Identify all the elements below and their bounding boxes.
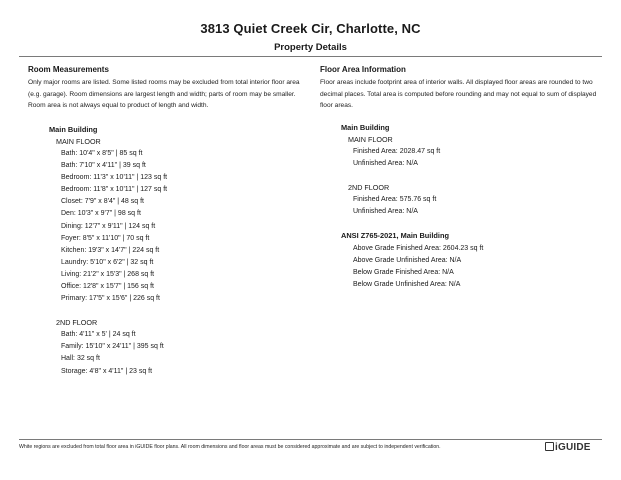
footer-divider <box>19 439 602 440</box>
ansi-item: Above Grade Finished Area: 2604.23 sq ft <box>353 244 484 252</box>
footer-disclaimer: White regions are excluded from total floor area in iGUIDE floor plans. All room dimensions and floor areas must be considered approximate and are subject to independent verification. <box>19 444 441 450</box>
area-main-floor-label: MAIN FLOOR <box>348 134 393 144</box>
second-floor-room-list <box>28 329 308 377</box>
iguide-logo-icon <box>545 442 554 451</box>
ansi-item: Below Grade Finished Area: N/A <box>353 268 454 276</box>
room-main-floor-label: MAIN FLOOR <box>56 136 101 146</box>
ansi-item: Above Grade Unfinished Area: N/A <box>353 256 462 264</box>
room-item: Den: 10'3" x 9'7" | 98 sq ft <box>61 210 141 218</box>
header-divider <box>19 56 602 57</box>
floor-area-section <box>320 64 610 291</box>
room-item: Storage: 4'8" x 4'11" | 23 sq ft <box>61 367 153 375</box>
area-second-floor-label: 2ND FLOOR <box>348 183 390 193</box>
room-item: Bedroom: 11'8" x 10'11" | 127 sq ft <box>61 186 168 194</box>
ansi-item: Below Grade Unfinished Area: N/A <box>353 280 461 288</box>
room-item: Office: 12'8" x 15'7" | 156 sq ft <box>61 283 154 290</box>
room-item: Bedroom: 11'3" x 10'11" | 123 sq ft <box>61 174 168 182</box>
room-item: Bath: 10'4" x 8'5" | 85 sq ft <box>61 149 143 157</box>
room-item: Bath: 7'10" x 4'11" | 39 sq ft <box>61 162 146 170</box>
iguide-logo-text: iGUIDE <box>555 442 591 453</box>
page-title: 3813 Quiet Creek Cir, Charlotte, NC <box>200 21 421 36</box>
room-item: Family: 15'10" x 24'11" | 395 sq ft <box>61 343 164 351</box>
room-item: Living: 21'2" x 15'3" | 268 sq ft <box>61 270 155 278</box>
page-subtitle: Property Details <box>274 42 347 53</box>
room-item: Dining: 12'7" x 9'11" | 124 sq ft <box>61 222 156 230</box>
room-item: Primary: 17'5" x 15'6" | 226 sq ft <box>61 295 160 303</box>
room-building-label: Main Building <box>49 124 98 134</box>
main-floor-finished-area: Finished Area: 2028.47 sq ft <box>353 147 441 155</box>
room-item: Laundry: 5'10" x 6'2" | 32 sq ft <box>61 258 154 266</box>
room-item: Closet: 7'9" x 8'4" | 48 sq ft <box>61 198 145 206</box>
second-floor-finished-area: Finished Area: 575.76 sq ft <box>353 196 437 204</box>
main-floor-room-list <box>28 148 308 305</box>
room-item: Foyer: 8'5" x 11'10" | 70 sq ft <box>61 234 150 242</box>
ansi-heading: ANSI Z765-2021, Main Building <box>341 231 450 241</box>
room-measurements-description: Only major rooms are listed. Some listed rooms may be excluded from total interior floor area (e.g. garage). Room dimensions are largest length and width; parts of room may be smaller. Room area is not always equal to product of length and width. <box>28 79 300 110</box>
floor-area-description: Floor areas include footprint area of interior walls. All displayed floor areas are rounded to two decimal places. Total area is computed before rounding and may not equal to sum of displayed floor areas. <box>320 79 597 110</box>
room-second-floor-label: 2ND FLOOR <box>56 318 98 328</box>
iguide-logo <box>545 441 591 453</box>
room-item: Bath: 4'11" x 5' | 24 sq ft <box>61 331 136 339</box>
second-floor-unfinished-area: Unfinished Area: N/A <box>353 208 418 216</box>
main-floor-unfinished-area: Unfinished Area: N/A <box>353 160 418 168</box>
room-item: Hall: 32 sq ft <box>61 355 100 363</box>
room-item: Kitchen: 19'3" x 14'7" | 224 sq ft <box>61 246 160 254</box>
area-building-label: Main Building <box>341 122 390 132</box>
room-measurements-heading: Room Measurements <box>28 65 109 74</box>
floor-area-heading: Floor Area Information <box>320 65 406 74</box>
room-measurements-section <box>28 64 308 378</box>
